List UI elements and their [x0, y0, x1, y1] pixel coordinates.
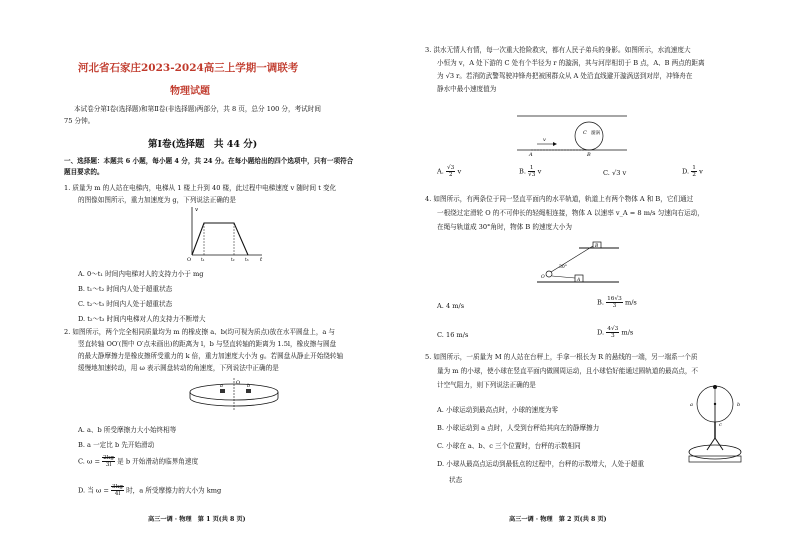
q2-stem-4: 缓慢地加速转动，用 ω 表示圆盘转动的角速度，下列说法中正确的是 [78, 364, 279, 372]
q4-stem-2: 一根绕过定滑轮 O 的不可伸长的轻绳相连接，物体 A 以速率 v_A = 8 m/s 匀速向右运动， [437, 209, 704, 217]
q1-option-c[interactable]: C. t₂～t₃ 时间内人处于超重状态 [78, 300, 173, 308]
q4-option-a[interactable]: A. 4 m/s [437, 302, 465, 310]
q2-option-d-num: 3kg [112, 484, 123, 490]
q2-option-d-suffix: 时，a 所受摩擦力的大小为 kmg [126, 486, 222, 495]
q1-graph-t-label: t [260, 257, 263, 263]
q1-graph-t3: t₃ [245, 258, 249, 263]
q3-fig-b: B [587, 152, 591, 158]
q4-option-b-den: 3 [612, 303, 617, 309]
q3-river-figure [517, 110, 627, 156]
q1-option-d[interactable]: D. t₂～t₃ 时间内电梯对人的支持力不断增大 [78, 315, 206, 323]
q2-option-d-sqrt [111, 486, 124, 495]
q3-option-b-prefix: B. [519, 167, 526, 176]
q5-fig-c: c [719, 422, 722, 428]
q3-option-a[interactable] [437, 165, 461, 178]
q2-stem-1: 2. 如图所示，两个完全相同质量均为 m 的橡皮擦 a、b(均可视为质点)放在水平圆盘上，a 与 [64, 328, 336, 336]
q4-fig-o: O [541, 275, 545, 280]
q1-option-a[interactable]: A. 0～t₁ 时间内电梯对人的支持力小于 mg [78, 270, 204, 278]
q4-fig-a: A [577, 278, 581, 283]
q5-stem-1: 5. 如图所示，一质量为 M 的人站在台秤上，手拿一根长为 R 的悬线的一端，另一端系一个质 [425, 353, 698, 361]
part1-instructions-2: 题目要求的。 [64, 168, 104, 176]
page-2 [397, 0, 794, 547]
q3-option-a-suffix: v [457, 167, 462, 176]
q3-option-d-suffix: v [699, 167, 703, 176]
q5-figure [685, 382, 747, 464]
q4-option-c[interactable]: C. 16 m/s [437, 331, 469, 339]
q2-option-b[interactable]: B. a 一定比 b 先开始滑动 [78, 441, 155, 449]
q2-option-a[interactable]: A. a、b 所受摩擦力大小始终相等 [78, 426, 177, 434]
q3-option-a-prefix: A. [437, 167, 444, 176]
q4-fig-angle: 30° [559, 265, 567, 270]
q1-graph-t2: t₂ [231, 258, 235, 263]
q4-option-b-suffix: m/s [624, 298, 637, 307]
q3-fig-a: A [529, 152, 533, 158]
q2-option-d-prefix: D. 当 ω = [78, 486, 109, 495]
q3-option-a-den: 2 [448, 172, 453, 178]
q1-graph-v-label: v [195, 207, 199, 213]
q5-option-d-cont: 状态 [449, 476, 463, 484]
exam-subtitle: 物理试题 [170, 86, 210, 97]
q3-stem-1: 3. 洪水无情人有情，每一次重大抢险救灾，都有人民子弟兵的身影。如图所示，水流速度大 [425, 46, 691, 54]
q3-option-b-den: √3 [528, 172, 536, 178]
q3-stem-4: 静水中最小速度值为 [437, 85, 497, 93]
q3-option-b-suffix: v [537, 167, 542, 176]
q5-stem-2: 量为 m 的小球，使小球在竖直平面内做圆周运动，且小球恰好能通过圆轨道的最高点，不 [437, 367, 699, 375]
q4-stem-3: 在绳与轨道成 30°角时，物体 B 的速度大小为 [437, 223, 572, 231]
q4-option-d-num: 4√3 [607, 326, 619, 332]
q5-option-a[interactable]: A. 小球运动到最高点时，小球的速度为零 [437, 406, 559, 414]
section-1-title: 第Ⅰ卷(选择题 共 44 分) [148, 139, 258, 150]
q2-disc-figure [184, 376, 284, 412]
q1-vt-graph [186, 205, 266, 261]
page-2-footer: 高三一调 · 物理 第 2 页(共 8 页) [509, 516, 607, 523]
q2-option-c[interactable] [78, 455, 198, 468]
q2-fig-b: b [247, 383, 251, 389]
q2-stem-2: 竖直转轴 OO′(图中 O′点未画出)的距离为 l，b 与竖直转轴的距离为 1.5l，橡皮擦与圆盘 [78, 340, 337, 348]
q3-option-b-num: 1 [529, 165, 534, 171]
q4-option-d-prefix: D. [597, 328, 605, 337]
q2-option-d[interactable] [78, 484, 221, 497]
exam-title: 河北省石家庄2023-2024高三上学期一调联考 [78, 62, 299, 74]
q3-option-d-num: 1 [692, 165, 696, 171]
part1-instructions-1: 一、选择题：本题共 6 小题，每小题 4 分，共 24 分。在每小题给出的四个选项中，只有一项符合 [64, 157, 354, 165]
q4-option-b[interactable] [597, 296, 637, 309]
q2-option-c-den: 3l [105, 462, 112, 468]
q2-option-d-den: 4l [114, 491, 121, 497]
q3-option-c[interactable]: C. √3 v [603, 169, 627, 177]
q4-pulley-figure [537, 240, 619, 286]
q4-fig-b: B [595, 244, 599, 249]
q4-option-b-num: 16√3 [607, 296, 622, 302]
q5-option-c[interactable]: C. 小球在 a、b、c 三个位置时，台秤的示数相同 [437, 442, 581, 450]
intro-line-1: 本试卷分第Ⅰ卷(选择题)和第Ⅱ卷(非选择题)两部分，共 8 页，总分 100 分，考试时间 [74, 105, 321, 113]
q2-option-c-sqrt [102, 457, 115, 466]
q4-option-d-suffix: m/s [621, 328, 634, 337]
q1-option-b[interactable]: B. t₁～t₂ 时间内人处于超重状态 [78, 285, 173, 293]
q2-fig-o: O [236, 380, 241, 386]
q3-fig-v: v [543, 137, 546, 143]
q5-fig-a: a [690, 402, 693, 408]
q1-graph-t1: t₁ [201, 258, 205, 263]
q3-option-d[interactable] [682, 165, 703, 178]
q2-option-c-prefix: C. ω = [78, 457, 100, 466]
q4-option-d[interactable] [597, 326, 633, 339]
q2-fig-a: a [220, 383, 223, 389]
q4-stem-1: 4. 如图所示，有两条位于同一竖直平面内的水平轨道，轨道上有两个物体 A 和 B，它们通过 [425, 195, 694, 203]
q3-option-d-prefix: D. [682, 167, 690, 176]
q3-option-a-num: √3 [446, 165, 455, 171]
q1-stem-1: 1. 质量为 m 的人站在电梯内，电梯从 1 楼上升到 40 楼，此过程中电梯速度 v 随时间 t 变化 [64, 184, 337, 192]
q3-option-d-den: 2 [692, 172, 696, 178]
q5-option-b[interactable]: B. 小球运动到 a 点时，人受到台秤给其向左的静摩擦力 [437, 424, 600, 432]
q5-stem-3: 计空气阻力，则下列说法正确的是 [437, 381, 536, 389]
q4-option-b-prefix: B. [597, 298, 604, 307]
q1-stem-2: 的图像如图所示，重力加速度为 g，下列说法正确的是 [78, 196, 236, 204]
intro-line-2: 75 分钟。 [64, 117, 95, 125]
q4-option-d-den: 3 [610, 333, 615, 339]
q3-fig-label: 漩涡 [591, 131, 600, 136]
q2-option-c-num: 2kg [103, 455, 115, 461]
q3-stem-3: 为 √3 r。若消防武警驾驶冲锋舟把被困群众从 A 处沿直线避开漩涡送到对岸，冲锋舟在 [437, 72, 693, 80]
q3-fig-c: C [583, 130, 587, 136]
page-1-footer: 高三一调 · 物理 第 1 页(共 8 页) [148, 516, 246, 523]
q1-graph-o-label: O [187, 257, 192, 263]
q5-option-d[interactable]: D. 小球从最高点运动到最低点的过程中，台秤的示数增大，人处于超重 [437, 460, 645, 468]
q2-option-c-suffix: 是 b 开始滑动的临界角速度 [117, 457, 199, 466]
q2-stem-3: 的最大静摩擦力是橡皮擦所受重力的 k 倍，重力加速度大小为 g。若圆盘从静止开始绕转轴 [78, 352, 344, 360]
q3-stem-2: 小恒为 v，A 处下游的 C 处有个半径为 r 的漩涡，其与河岸相切于 B 点，A、B 两点的距离 [437, 59, 705, 67]
q3-option-b[interactable] [519, 165, 541, 178]
q5-fig-b: b [737, 402, 741, 408]
